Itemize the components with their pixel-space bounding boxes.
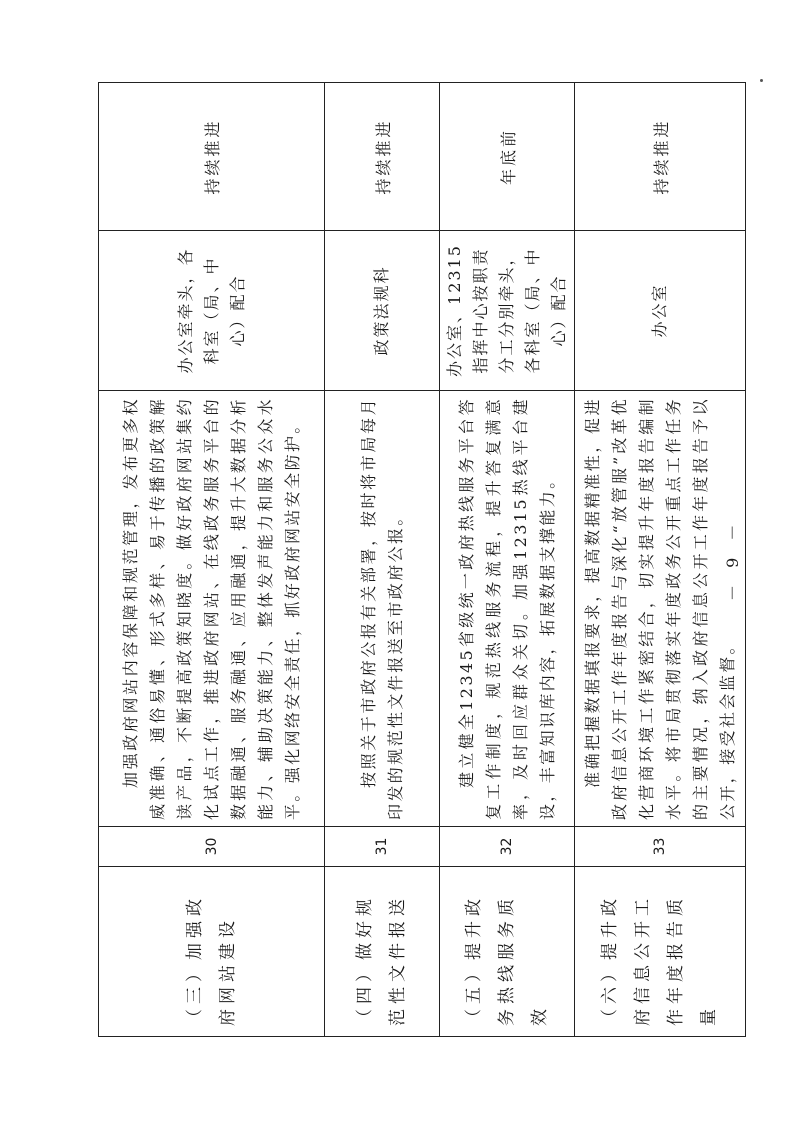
table-row	[440, 83, 575, 1037]
page-number: － 9 －	[723, 518, 742, 601]
timeline-cell: 持续推进	[575, 83, 746, 231]
task-table	[98, 82, 746, 1037]
timeline-cell: 持续推进	[325, 83, 440, 231]
category-cell: （五）提升政务热线服务质效	[440, 867, 575, 1037]
responsible-cell: 政策法规科	[325, 231, 440, 391]
timeline-cell: 持续推进	[99, 83, 325, 231]
scan-speck	[760, 79, 763, 82]
timeline-cell: 年底前	[440, 83, 575, 231]
task-cell: 准确把握数据填报要求，提高数据精准性，促进政府信息公开工作年度报告与深化“放管服”改革优化营商环境工作紧密结合，切实提升年度报告编制水平。将市局贯彻落实年度政务公开重点工作任务的主要情况，纳入政府信息公开工作年度报告予以公开，接受社会监督。	[575, 391, 746, 827]
number-cell: 32	[440, 827, 575, 867]
table-row	[325, 83, 440, 1037]
task-cell: 按照关于市政府公报有关部署，按时将市局每月印发的规范性文件报送至市政府公报。	[325, 391, 440, 827]
category-cell: （六）提升政府信息公开工作年度报告质量	[575, 867, 746, 1037]
number-cell: 33	[575, 827, 746, 867]
responsible-cell: 办公室牵头，各科室（局、中心）配合	[99, 231, 325, 391]
table-row	[99, 83, 325, 1037]
responsible-cell: 办公室、12315指挥中心按职责分工分别牵头，各科室（局、中心）配合	[440, 231, 575, 391]
number-cell: 31	[325, 827, 440, 867]
category-cell: （三）加强政府网站建设	[99, 867, 325, 1037]
task-cell: 建立健全12345省级统一政府热线服务平台答复工作制度，规范热线服务流程，提升答复满意率，及时回应群众关切。加强12315热线平台建设，丰富知识库内容，拓展数据支撑能力。	[440, 391, 575, 827]
number-cell: 30	[99, 827, 325, 867]
category-cell: （四）做好规范性文件报送	[325, 867, 440, 1037]
responsible-cell: 办公室	[575, 231, 746, 391]
task-cell: 加强政府网站内容保障和规范管理，发布更多权威准确、通俗易懂、形式多样、易于传播的政策解读产品，不断提高政策知晓度。做好政府网站集约化试点工作，推进政府网站、在线政务服务平台的数据融通、服务融通、应用融通，提升大数据分析能力、辅助决策能力、整体发声能力和服务公众水平。强化网络安全责任，抓好政府网站安全防护。	[99, 391, 325, 827]
